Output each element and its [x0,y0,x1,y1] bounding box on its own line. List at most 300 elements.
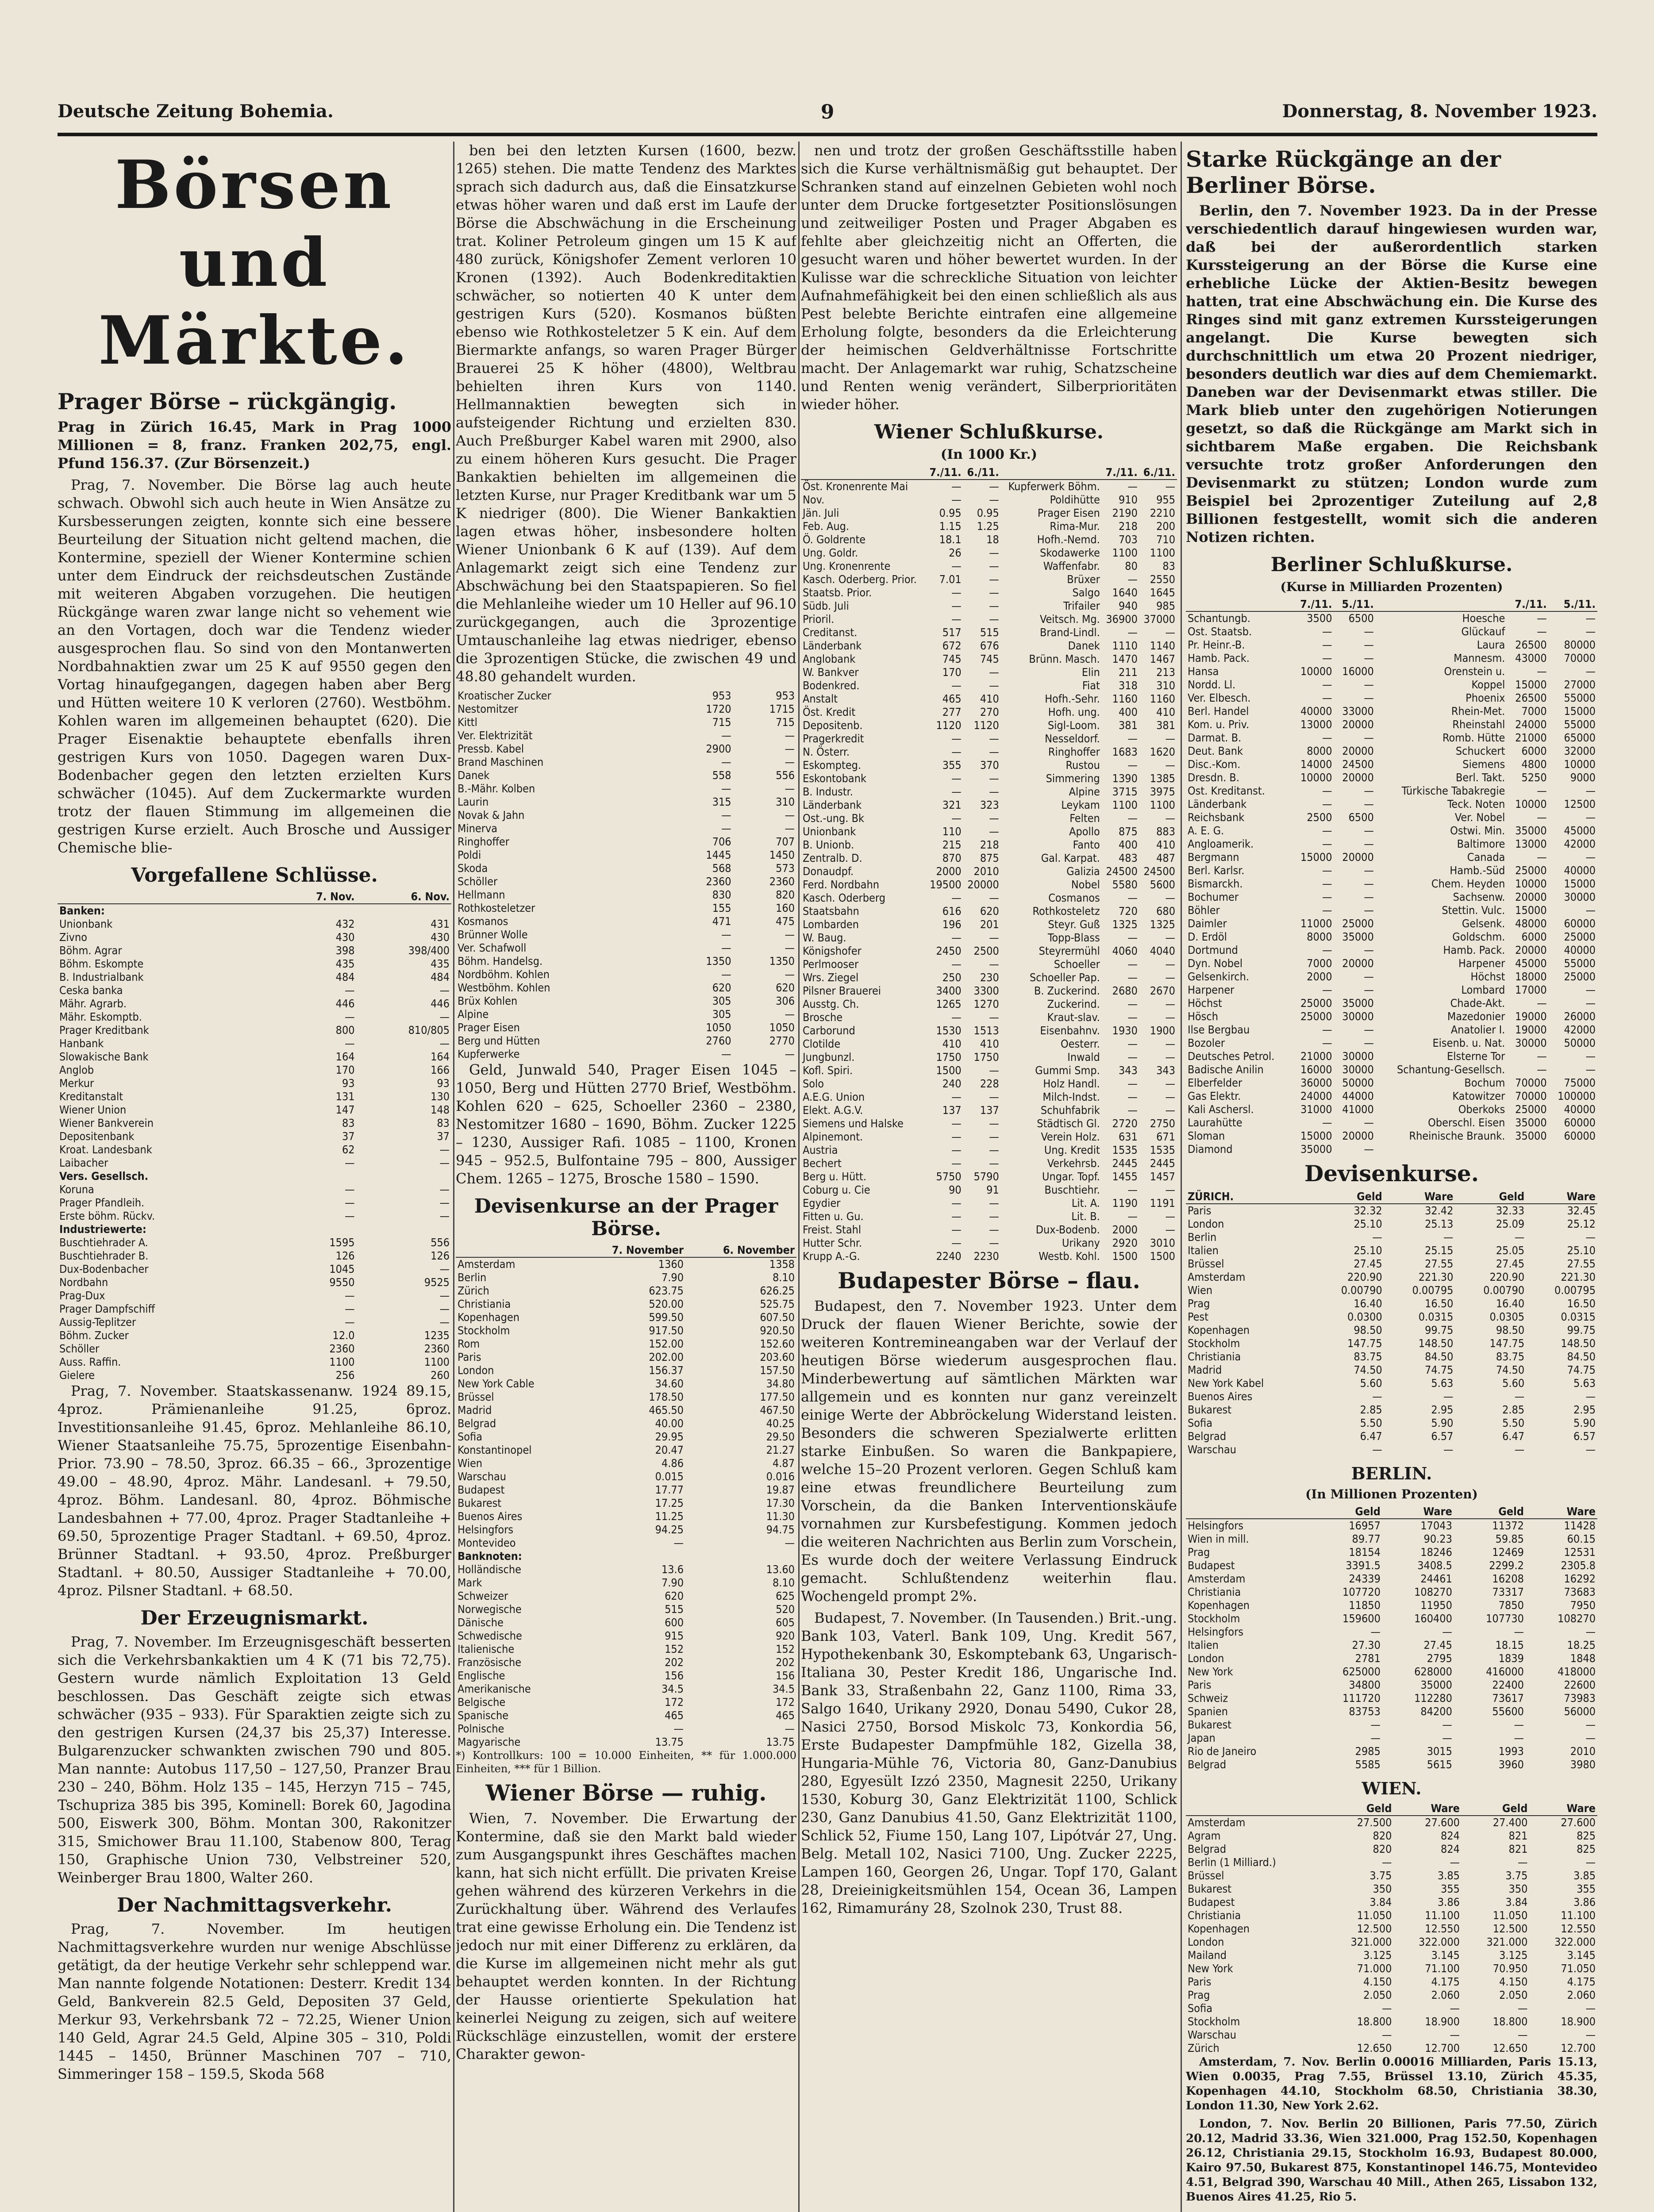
table-cell: 3015 [1427,1745,1452,1758]
table-row [456,995,796,1008]
devisen-wien-heading: WIEN. [1362,1778,1422,1798]
table-row [801,679,1177,692]
table-cell: 4040 [1150,945,1175,957]
table-cell: — [1322,731,1332,744]
table-cell: 830 [712,888,731,901]
table-cell: Bozoler [1188,1037,1225,1049]
table-cell: 568 [712,862,731,875]
table-cell: Prag-Dux [59,1289,105,1302]
table-cell: Ringhoffer [1048,745,1100,758]
table-cell: — [989,732,999,745]
table-cell: Brüssel [1188,1257,1224,1270]
table-cell: 13000 [1300,718,1332,731]
table-cell: — [1364,638,1374,651]
table-row [1186,851,1597,864]
table-cell: Oberkoks [1458,1103,1505,1116]
table-cell [1549,1143,1597,1156]
table-cell: — [1372,1231,1382,1244]
table-cell: A.E.G. Union [803,1091,865,1103]
table-row [801,573,1177,586]
table-cell: 4800 [1521,758,1547,771]
table-cell: 62 [342,1143,355,1156]
table-cell: 703 [1118,533,1138,546]
col-header: Ware [1384,1190,1455,1204]
table-cell: 137 [942,1104,962,1117]
table-cell: 0.00795 [1554,1284,1596,1297]
table-row [1186,1625,1597,1639]
table-cell: — [951,1091,962,1103]
table-cell: 25.09 [1496,1217,1525,1230]
table-cell: 321 [942,799,962,811]
column-1 [58,142,451,2212]
table-cell: Westböhm. Kohlen [458,981,550,994]
table-cell: 11.100 [1561,1909,1596,1922]
table-cell: 5600 [1150,878,1175,891]
table-cell: Eisenbahnv. [1040,1024,1100,1037]
table-cell: Nordbahn [59,1276,108,1289]
table-cell: Felten [1069,812,1100,825]
table-cell: Schwedische [458,1629,522,1642]
table-row [456,1351,796,1364]
table-row [58,1090,451,1103]
table-cell: 10000 [1300,771,1332,784]
table-cell: 1140 [1150,639,1175,652]
table-cell: 34.60 [655,1377,684,1390]
table-cell: — [1370,1718,1381,1731]
table-cell: 2985 [1355,1745,1381,1758]
table-cell: — [1322,1023,1332,1036]
table-row [456,1324,796,1337]
table-cell: 17043 [1420,1519,1452,1532]
table-row [58,1263,451,1276]
table-cell: 83.75 [1354,1350,1382,1363]
table-cell: 45000 [1515,957,1547,970]
table-cell: 20000 [1342,851,1374,864]
table-cell: 3010 [1150,1237,1175,1249]
table-cell: 83 [1162,560,1175,572]
table-cell: — [439,1316,450,1329]
table-cell: — [785,809,795,822]
table-cell: Ilse Bergbau [1188,1023,1250,1036]
devisen-berlin-unit: (In Millionen Prozenten) [1305,1487,1478,1502]
table-row [1186,1076,1597,1090]
table-cell: 2.060 [1567,1989,1596,2001]
column-4 [1186,142,1597,2212]
table-cell: — [785,742,795,755]
table-cell: Laibacher [59,1156,108,1169]
table-cell: 5.90 [1573,1417,1596,1429]
table-row [1186,731,1597,745]
table-cell: 126 [335,1249,355,1262]
table-cell: 10000 [1515,798,1547,810]
table-row [456,1430,796,1444]
table-cell: Gal. Karpat. [1041,852,1100,864]
table-cell: Kroatischer Zucker [458,689,551,702]
table-row [801,772,1177,785]
table-cell: — [951,772,962,785]
table-cell: Stockholm [458,1324,510,1337]
table-cell: 920.50 [760,1324,795,1337]
table-cell: Alpine [458,1008,489,1021]
table-cell: — [1372,1390,1382,1403]
table-cell: 89.77 [1352,1532,1381,1545]
table-cell: 71.100 [1425,1962,1460,1975]
table-row [456,1576,796,1590]
table-cell: 18.900 [1561,2015,1596,2028]
table-cell: — [785,822,795,835]
table-row [1186,665,1597,678]
table-cell: 2750 [1150,1117,1175,1130]
table-cell: 430 [335,931,355,944]
table-cell: Kali Aschersl. [1188,1103,1254,1116]
table-cell: 821 [1508,1829,1528,1842]
table-row [58,1249,451,1263]
table-cell: 41000 [1342,1103,1374,1116]
table-cell: 306 [776,995,795,1007]
table-cell: 1450 [769,849,795,861]
table-cell: Phoenix [1466,691,1505,704]
table-cell: Poldihütte [1050,493,1100,506]
table-cell: — [1443,1390,1454,1403]
table-cell: — [1165,1210,1175,1223]
table-cell: 90.23 [1423,1532,1452,1545]
table-cell: — [1364,1023,1374,1036]
table-cell: 70.950 [1492,1962,1528,1975]
table-row [1186,824,1597,837]
table-cell: Buschtiehr. [1044,1183,1100,1196]
col-header [1376,598,1507,611]
table-cell: Berlin [1188,1231,1217,1244]
table-cell: — [1585,665,1596,678]
table-cell: 1350 [706,955,731,968]
table-cell: 1683 [1112,745,1138,758]
table-cell: Deutsches Petrol. [1188,1050,1275,1063]
table-cell: 25.10 [1354,1244,1382,1257]
table-cell: 31000 [1300,1103,1332,1116]
col-header: 7./11. [926,466,963,480]
table-cell: 80 [1125,560,1138,572]
table-cell: 15000 [1564,705,1596,718]
table-cell: 745 [980,653,999,665]
budapester-boerse-report: Budapest, den 7. November 1923. Unter dem Druck der flauen Wiener Berichte, sowie der weiteren Kontremineangaben war der Verlauf der heutigen Börse wiederum ausgesprochen flau. Minderbewertung auf sämtlichen Märkten war allgemein und es konnten nur ganz vereinzelt einige Werte der Abbröckelung Widerstand leisten. Besonders die schweren Spezialwerte erlitten starke Einbußen. So waren die Bankpapiere, welche 15–20 Prozent verloren. Gegen Schluß kam eine etwas freundlichere Beurteilung zum Vorschein, da die Banken Interventionskäufe vornahmen zur Kursbefestigung. Kommen jedoch die weiteren Nachrichten aus Berlin zum Vorschein, Es wurde doch der weitere Verlassung Eindruck gemacht. Schlußtendenz weiterhin flau. Wochengeld prompt 2%. [801,1298,1177,1605]
table-cell: 75000 [1564,1076,1596,1089]
table-row [58,997,451,1010]
table-cell: — [1322,877,1332,890]
table-cell: Stettin. Vulc. [1442,904,1505,917]
table-cell: Lombard [1461,983,1505,996]
table-cell: Elekt. A.G.V. [803,1104,863,1117]
table-cell: 3400 [936,984,962,997]
table-cell: 170 [942,666,962,679]
table-cell: 108270 [1414,1586,1452,1598]
table-cell: 2550 [1150,573,1175,586]
table-cell: Nestomitzer [458,703,518,715]
table-row [456,1417,796,1430]
table-cell: 16.40 [1354,1297,1382,1310]
table-cell: Eskompteg. [803,759,862,772]
table-cell: Italien [1188,1639,1219,1651]
table-cell: — [785,928,795,941]
table-cell: 29.95 [655,1430,684,1443]
table-row [1186,1599,1597,1612]
table-cell: — [1322,691,1332,704]
table-cell: 32.32 [1354,1204,1382,1217]
table-cell: Aussig-Teplitzer [59,1316,136,1329]
table-row [1186,1989,1597,2002]
table-cell: 60000 [1564,1116,1596,1129]
table-row [456,742,796,756]
table-cell: Nesseldorf. [1045,732,1100,745]
table-cell: 27.55 [1425,1257,1454,1270]
table-cell: Mannesm. [1454,652,1505,664]
table-cell: 2210 [1150,507,1175,519]
table-cell: Christiania [1188,1350,1241,1363]
table-cell: 25000 [1300,1010,1332,1023]
devisen-zuerich-table [1186,1190,1597,1456]
table-cell: Holländische [458,1563,521,1576]
table-cell: Ungar. Topf. [1042,1170,1100,1183]
table-cell: 1325 [1112,918,1138,931]
table-cell: 13000 [1515,837,1547,850]
table-cell: Brünn. Masch. [1029,653,1100,665]
berliner-boerse-report: Berlin, den 7. November 1923. Da in der Presse verschiedentlich darauf hingewiesen wurden war, daß bei der außerordentlich starken Kurssteigerung an der Börse die Kurse eine erhebliche Lücke der Aktien-Besitz bewegen hatten, trat eine Abschwächung ein. Die Kurse des Ringes sind mit ganz extremen Kurssteigerungen angelangt. Die Kurse bewegten sich durchschnittlich um etwa 20 Prozent niedriger, besonders deutlich war dies auf dem Chemiemarkt. Daneben war der Devisenmarkt etwas stiller. Die Mark blieb unter den zugehörigen Notierungen gesetzt, so daß die Rückgänge am Markt sich in sichtbarem Maße ergaben. Die Reichsbank versuchte trotz großer Anforderungen den Devisenmarkt zu stützen; London wurde zum Beispiel bei 2prozentiger Zuteilung auf 2,8 Billionen festgestellt, womit sich die anderen Notizen richten. [1186,202,1597,545]
column-3 [801,142,1177,2212]
table-cell: Magyarische [458,1736,521,1748]
table-cell: 164 [431,1050,450,1063]
table-cell: 37 [342,1130,355,1143]
table-cell: Ringhoffer [458,835,510,848]
table-cell: 94.25 [655,1523,684,1536]
table-cell: Norwegische [458,1603,522,1616]
table-cell: 16.40 [1496,1297,1525,1310]
table-cell: 0.0315 [1418,1310,1454,1323]
table-cell: Prioril. [803,613,835,626]
table-cell: — [989,560,999,572]
table-cell: 515 [980,626,999,639]
table-cell: Kom. u. Priv. [1188,718,1250,731]
table-cell: — [1517,1856,1528,1869]
table-cell: — [1442,1718,1452,1731]
table-cell: 6500 [1348,612,1374,625]
table-row [1186,1829,1597,1843]
table-row [58,1236,451,1249]
table-cell: 25.12 [1567,1217,1596,1230]
table-row [801,891,1177,905]
table-cell: — [1322,983,1332,996]
table-cell: Rothkosteletzer [458,902,535,914]
table-cell: Stockholm [1188,1337,1240,1350]
table-cell: Eisenb. u. Nat. [1432,1037,1505,1049]
table-cell: 1595 [329,1236,355,1249]
table-cell: 5.90 [1431,1417,1454,1429]
table-cell: 25000 [1564,970,1596,983]
table-cell: 1191 [1150,1197,1175,1210]
table-cell: — [1585,1625,1596,1638]
table-cell: 2010 [973,865,999,878]
table-cell: Brünner Wolle [458,928,528,941]
table-cell: Coburg u. Cie [803,1183,870,1196]
table-cell: 98.50 [1354,1324,1382,1336]
table-cell: 915 [665,1629,684,1642]
table-cell: Holz Handl. [1043,1077,1100,1090]
column-divider [1181,142,1182,2212]
table-cell: 196 [942,918,962,931]
table-cell: — [1322,1037,1332,1049]
table-cell: 3.86 [1573,1896,1596,1909]
table-cell: 84200 [1420,1705,1452,1718]
table-cell: 1715 [769,703,795,715]
table-cell: 270 [980,706,999,718]
table-cell: 1500 [936,1064,962,1077]
table-cell: 15000 [1515,904,1547,917]
table-cell: 11000 [1300,917,1332,930]
table-cell: Ost.-ung. Bk [803,812,865,825]
table-cell: — [1364,983,1374,996]
table-cell: 44000 [1342,1090,1374,1102]
table-cell: Urikany [1062,1237,1100,1249]
table-cell: Ceska banka [59,984,123,997]
table-cell: — [345,1037,355,1050]
table-cell: 323 [980,799,999,811]
table-row [1186,1129,1597,1143]
table-cell: 27000 [1564,678,1596,691]
table-cell: 26000 [1564,1010,1596,1023]
table-row [1186,1350,1597,1363]
table-cell: 220.90 [1489,1271,1525,1283]
table-cell: 148 [431,1103,450,1116]
table-cell: Elsterne Tor [1447,1050,1505,1063]
table-row [58,1196,451,1210]
table-cell: 558 [712,769,731,782]
table-cell: 7950 [1570,1599,1596,1612]
table-cell: 5.63 [1431,1377,1454,1390]
table-cell: — [439,1302,450,1315]
table-cell: — [1450,1856,1460,1869]
table-cell: 631 [1118,1130,1138,1143]
table-section-label: Vers. Gesellsch. [59,1170,149,1183]
table-row [1186,1909,1597,1922]
table-cell: 2781 [1355,1652,1381,1665]
table-cell: — [1364,891,1374,903]
table-cell: Prager Dampfschiff [59,1302,155,1315]
table-cell: Alpinemont. [803,1130,863,1143]
table-cell: 1100 [1112,799,1138,811]
table-cell: Harpener [1188,983,1235,996]
table-cell: — [989,1157,999,1170]
table-row [801,1170,1177,1183]
table-cell: — [951,586,962,599]
table-cell: Madrid [458,1404,492,1417]
table-cell: 318 [1118,679,1138,692]
table-cell: 27.30 [1352,1639,1381,1651]
table-cell: 3980 [1570,1758,1596,1771]
table-cell: 18.1 [939,533,962,546]
issue-date: Donnerstag, 8. November 1923. [1282,101,1597,122]
table-cell: 3500 [1307,612,1332,625]
table-cell: — [721,782,731,795]
table-cell: 147.75 [1347,1337,1382,1350]
table-cell: 218 [1118,520,1138,533]
table-cell: Hanbank [59,1037,104,1050]
table-cell: — [1585,1390,1596,1403]
table-cell: Laura [1477,638,1505,651]
table-cell: Schuhfabrik [1040,1104,1100,1117]
table-cell: 2770 [769,1034,795,1047]
table-row [1186,2028,1597,2042]
table-row [456,809,796,822]
table-cell: Ver. Elektrizität [458,729,533,742]
table-cell: 800 [335,1024,355,1037]
table-cell: 70000 [1515,1090,1547,1102]
table-cell: Länderbank [803,639,862,652]
table-row [1186,638,1597,652]
table-cell: 20.47 [655,1444,684,1456]
table-row [1186,983,1597,997]
table-row [1186,1271,1597,1284]
table-cell: 19.87 [766,1483,795,1496]
table-cell: 416000 [1486,1665,1524,1678]
table-cell: — [1585,2028,1596,2041]
table-cell: 8000 [1307,745,1332,757]
table-cell: Austria [803,1144,838,1156]
table-cell: Berlin (1 Milliard.) [1188,1856,1276,1869]
table-cell: 202.00 [649,1351,684,1363]
table-cell: Kupferwerke [458,1048,520,1060]
table-cell: 620 [665,1590,684,1602]
table-cell: — [439,1196,450,1209]
table-cell: — [1165,480,1175,493]
table-cell: 13.75 [766,1736,795,1748]
table-cell: Ferd. Nordbahn [803,878,880,891]
table-row [801,1117,1177,1130]
table-cell: — [1127,480,1138,493]
table-cell: 825 [1577,1843,1596,1855]
table-cell: Wien [1188,1284,1213,1297]
table-cell: — [1127,812,1138,825]
table-cell: 1190 [1112,1197,1138,1210]
table-cell: Rheinstahl [1452,718,1505,731]
table-cell: 26500 [1515,638,1547,651]
table-cell: 432 [335,918,355,930]
table-row [456,1523,796,1536]
table-row [1186,1962,1597,1975]
table-cell: 628000 [1414,1665,1452,1678]
table-cell: 6.47 [1360,1430,1382,1443]
table-cell: 40.00 [655,1417,684,1430]
table-cell: 2680 [1112,984,1138,997]
table-cell: — [1514,1231,1525,1244]
table-cell: 2010 [1570,1745,1596,1758]
table-cell: 2670 [1150,984,1175,997]
table-cell: London [1188,1652,1224,1665]
table-cell: — [1165,1011,1175,1024]
table-cell: 34.5 [661,1682,684,1695]
table-cell: — [721,729,731,742]
table-cell: — [1322,784,1332,797]
table-cell: 720 [1118,905,1138,918]
table-cell: 0.015 [655,1470,684,1483]
table-row [801,1237,1177,1250]
table-cell: 24500 [1342,758,1374,771]
table-cell: 955 [1156,493,1175,506]
table-cell: 160 [776,902,795,914]
table-cell: 18 [986,533,999,546]
table-cell: — [1364,904,1374,917]
table-cell: 2450 [936,945,962,957]
table-row [456,1034,796,1048]
table-cell: 410 [1156,706,1175,718]
table-cell: Depositenbank [59,1130,135,1143]
